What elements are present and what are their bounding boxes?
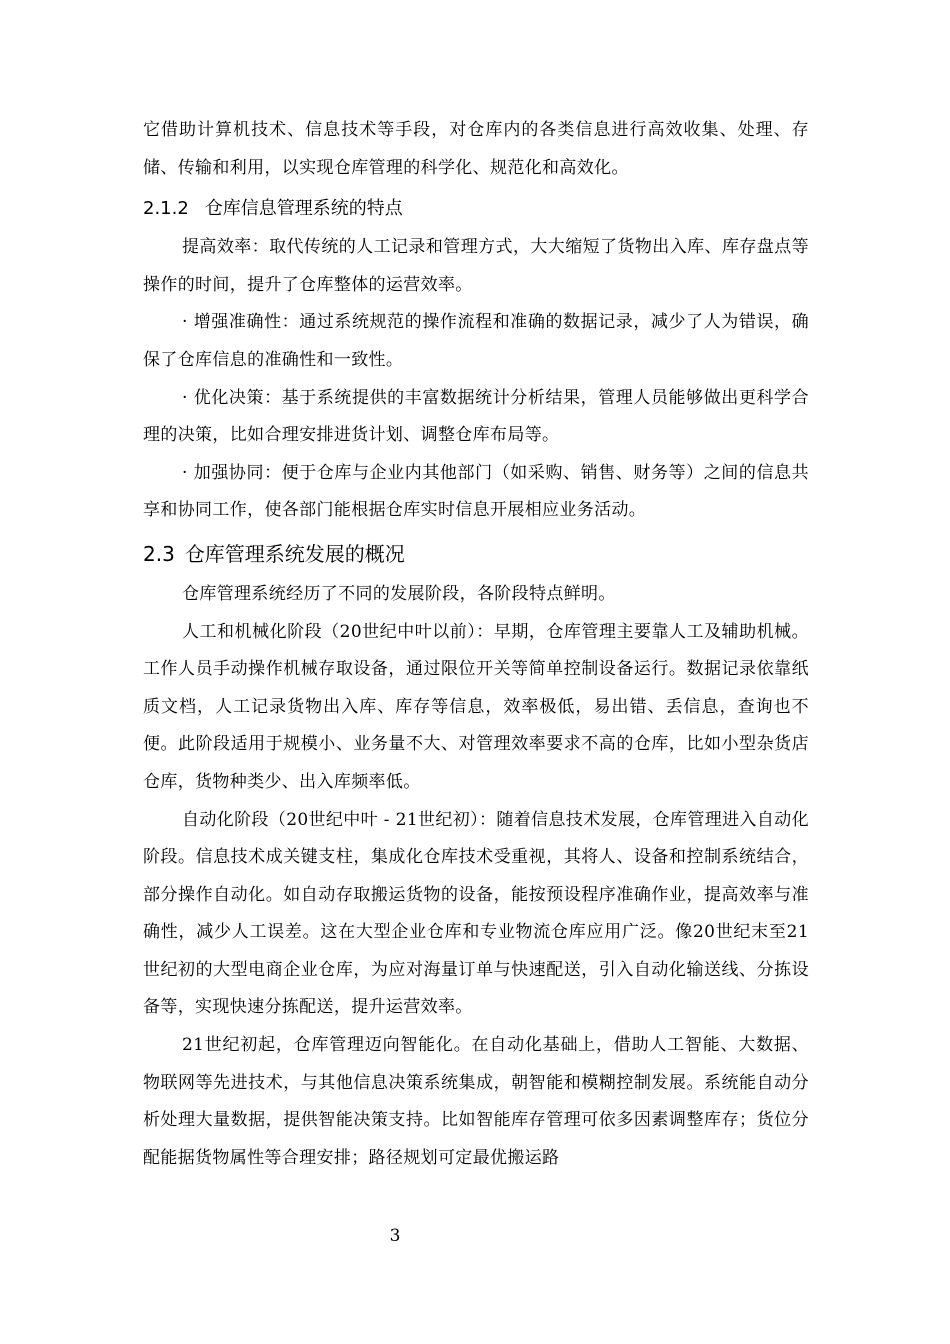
section-heading-2-1-2 — [143, 189, 809, 229]
body-paragraph: 人工和机械化阶段（20世纪中叶以前）：早期，仓库管理主要靠人工及辅助机械。工作人员手动操作机械存取设备，通过限位开关等简单控制设备运行。数据记录依靠纸质文档，人工记录货物出入库、库存等信息，效率极低，易出错、丢信息，查询也不便。此阶段适用于规模小、业务量不大、对管理效率要求不高的仓库，比如小型杂货店仓库，货物种类少、出入库频率低。 — [143, 621, 809, 792]
body-paragraph: 21世纪初起，仓库管理迈向智能化。在自动化基础上，借助人工智能、大数据、物联网等先进技术，与其他信息决策系统集成，朝智能和模糊控制发展。系统能自动分析处理大量数据，提供智能决策支持。比如智能库存管理可依多因素调整库存；货位分配能据货物属性等合理安排；路径规划可定最优搬运路 — [143, 1035, 809, 1168]
feature-item: · 优化决策：基于系统提供的丰富数据统计分析结果，管理人员能够做出更科学合理的决策，比如合理安排进货计划、调整仓库布局等。 — [143, 387, 809, 446]
section-title: 仓库管理系统发展的概况 — [184, 541, 405, 566]
body-paragraph: 自动化阶段（20世纪中叶 - 21世纪初）：随着信息技术发展，仓库管理进入自动化阶段。信息技术成关键支柱，集成化仓库技术受重视，其将人、设备和控制系统结合，部分操作自动化。如自动存取搬运货物的设备，能按预设程序准确作业，提高效率与准确性，减少人工误差。这在大型企业仓库和专业物流仓库应用广泛。像20世纪末至21世纪初的大型电商企业仓库，为应对海量订单与快速配送，引入自动化输送线、分拣设备等，实现快速分拣配送，提升运营效率。 — [143, 809, 809, 1018]
section-title: 仓库信息管理系统的特点 — [204, 198, 403, 220]
body-paragraph: 它借助计算机技术、信息技术等手段，对仓库内的各类信息进行高效收集、处理、存储、传输和利用，以实现仓库管理的科学化、规范化和高效化。 — [143, 120, 809, 178]
feature-item: · 增强准确性：通过系统规范的操作流程和准确的数据记录，减少了人为错误，确保了仓库信息的准确性和一致性。 — [143, 312, 809, 370]
page-number: 3 — [389, 1226, 401, 1246]
feature-item: · 加强协同：便于仓库与企业内其他部门（如采购、销售、财务等）之间的信息共享和协同工作，使各部门能根据仓库实时信息开展相应业务活动。 — [143, 462, 809, 521]
section-number: 2.1.2 — [143, 198, 189, 220]
section-heading-2-3 — [143, 532, 809, 576]
section-number: 2.3 — [143, 541, 175, 566]
document-page — [143, 112, 809, 1177]
feature-item: 提高效率：取代传统的人工记录和管理方式，大大缩短了货物出入库、库存盘点等操作的时间，提升了仓库整体的运营效率。 — [143, 237, 809, 295]
body-paragraph: 仓库管理系统经历了不同的发展阶段，各阶段特点鲜明。 — [182, 583, 616, 604]
